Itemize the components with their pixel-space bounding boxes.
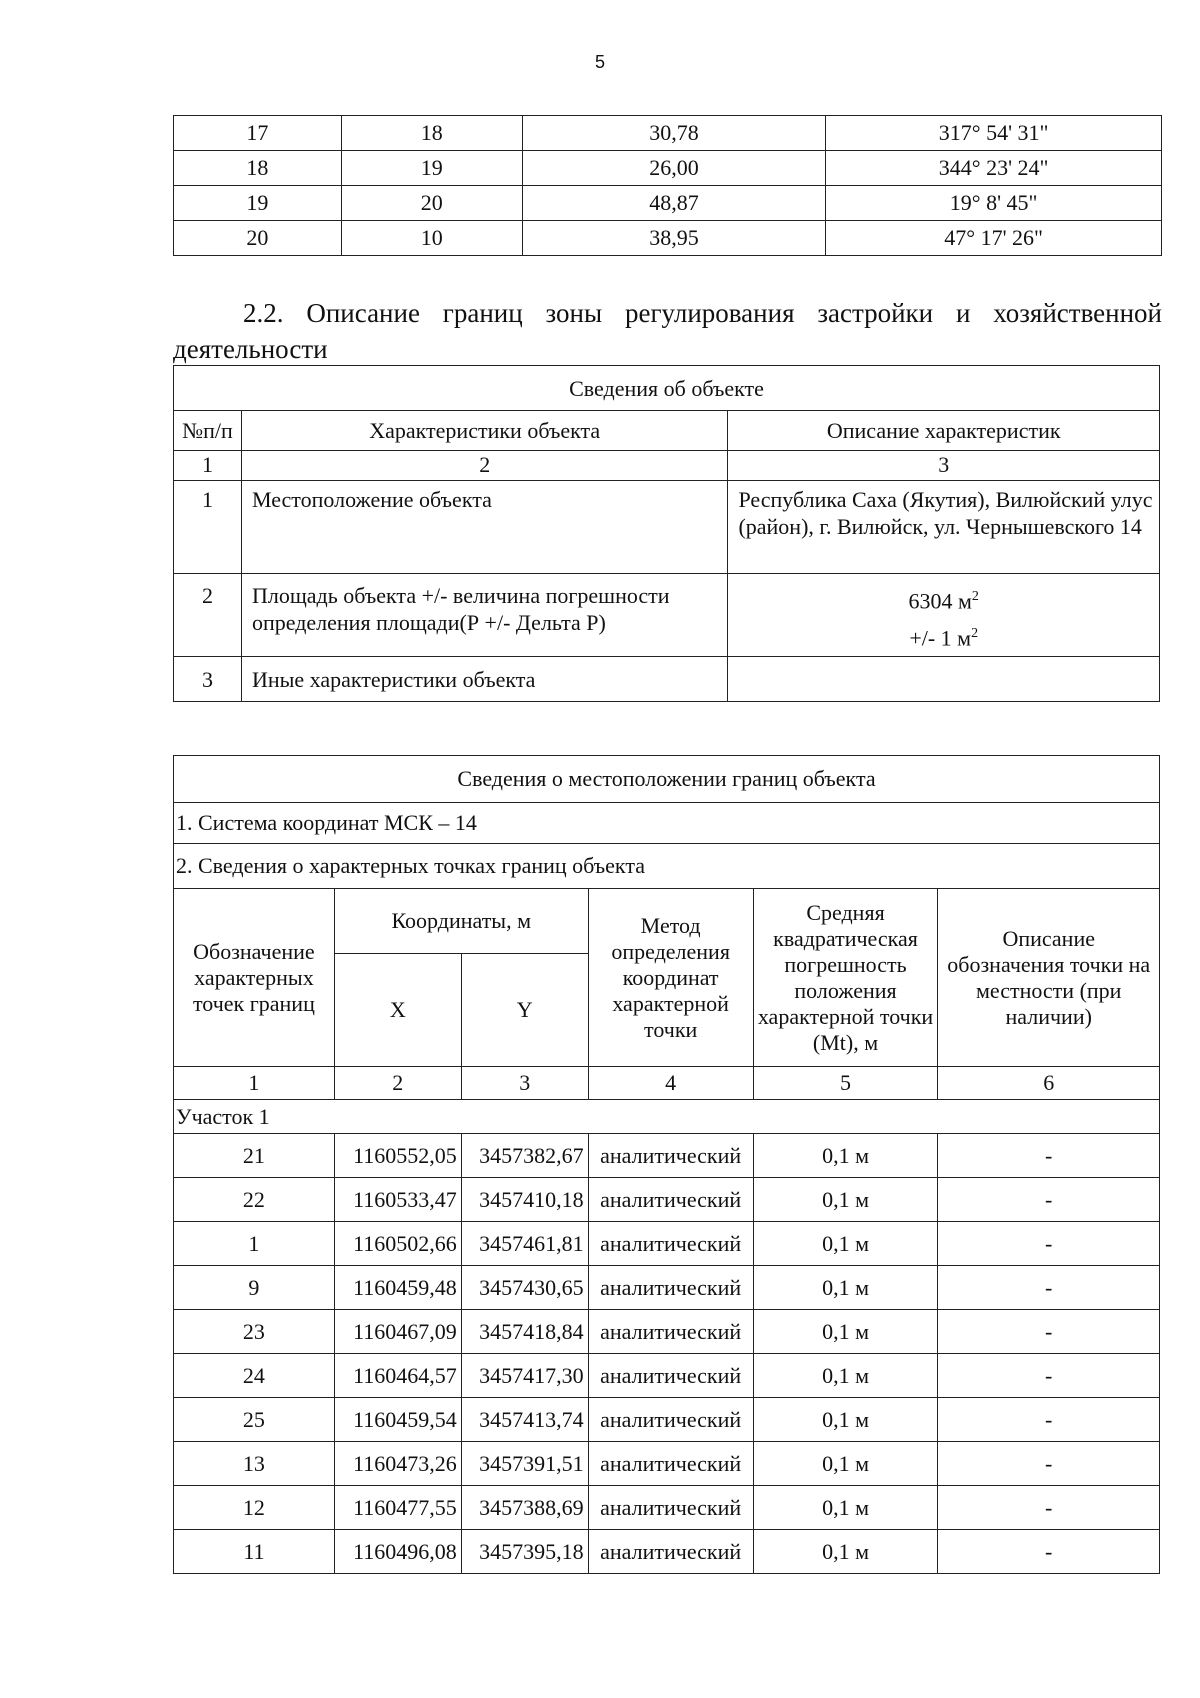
table-cell: 38,95 bbox=[522, 221, 826, 256]
table-row bbox=[174, 1442, 1160, 1486]
tolerance-power: 2 bbox=[971, 626, 979, 642]
table-cell: 1160467,09 bbox=[334, 1310, 461, 1354]
table-cell: - bbox=[938, 1398, 1160, 1442]
table-cell: - bbox=[938, 1354, 1160, 1398]
table-cell: 3457430,65 bbox=[461, 1266, 588, 1310]
table-cell: 0,1 м bbox=[753, 1398, 938, 1442]
table-cell: 3457395,18 bbox=[461, 1530, 588, 1574]
table-cell: 9 bbox=[174, 1266, 335, 1310]
table-cell: 3457410,18 bbox=[461, 1178, 588, 1222]
table-cell: 12 bbox=[174, 1486, 335, 1530]
table-cell: 22 bbox=[174, 1178, 335, 1222]
coordinate-system: 1. Система координат МСК – 14 bbox=[174, 803, 1160, 844]
section-heading bbox=[173, 295, 1162, 367]
page-number: 5 bbox=[594, 52, 605, 72]
table-cell: 317° 54' 31" bbox=[826, 116, 1162, 151]
area-value bbox=[728, 574, 1160, 657]
table-row bbox=[174, 1134, 1160, 1178]
table-cell: аналитический bbox=[588, 1178, 753, 1222]
table-cell: 1160502,66 bbox=[334, 1222, 461, 1266]
location-label: Местоположение объекта bbox=[241, 481, 727, 574]
col-number: 3 bbox=[728, 451, 1160, 481]
col-number: 2 bbox=[241, 451, 727, 481]
table-cell: 0,1 м bbox=[753, 1530, 938, 1574]
table-row bbox=[174, 221, 1162, 256]
table-cell: 1160473,26 bbox=[334, 1442, 461, 1486]
header-method: Метод определения координат характерной точки bbox=[588, 889, 753, 1067]
header-point-description: Описание обозначения точки на местности (при наличии) bbox=[938, 889, 1160, 1067]
header-coordinates: Координаты, м bbox=[334, 889, 588, 954]
col-number: 3 bbox=[461, 1067, 588, 1100]
table-cell: 3457417,30 bbox=[461, 1354, 588, 1398]
table-row bbox=[174, 1486, 1160, 1530]
other-value bbox=[728, 657, 1160, 702]
table-cell: - bbox=[938, 1530, 1160, 1574]
header-error: Средняя квадратическая погрешность положения характерной точки (Mt), м bbox=[753, 889, 938, 1067]
area-power: 2 bbox=[971, 589, 979, 604]
header-number: №п/п bbox=[174, 411, 242, 451]
table-cell: 1160552,05 bbox=[334, 1134, 461, 1178]
header-y: Y bbox=[461, 954, 588, 1067]
area-figure: 6304 м bbox=[908, 588, 972, 614]
area-label: Площадь объекта +/- величина погрешности определения площади(Р +/- Дельта Р) bbox=[241, 574, 727, 657]
table-cell: 18 bbox=[341, 116, 522, 151]
table-cell: 19° 8' 45" bbox=[826, 186, 1162, 221]
area-tolerance: +/- 1 м bbox=[909, 625, 972, 651]
table-cell: 19 bbox=[174, 186, 342, 221]
table-cell: 3457391,51 bbox=[461, 1442, 588, 1486]
table-cell: 25 bbox=[174, 1398, 335, 1442]
table-cell: - bbox=[938, 1134, 1160, 1178]
table-cell: 19 bbox=[341, 151, 522, 186]
table-cell: 344° 23' 24" bbox=[826, 151, 1162, 186]
table-cell: - bbox=[938, 1442, 1160, 1486]
header-description: Описание характеристик bbox=[728, 411, 1160, 451]
header-characteristics: Характеристики объекта bbox=[241, 411, 727, 451]
table-cell: - bbox=[938, 1310, 1160, 1354]
table-cell: аналитический bbox=[588, 1134, 753, 1178]
table-cell: 0,1 м bbox=[753, 1134, 938, 1178]
row-number: 3 bbox=[174, 657, 242, 702]
table-cell: 0,1 м bbox=[753, 1354, 938, 1398]
table-cell: аналитический bbox=[588, 1354, 753, 1398]
table-cell: 20 bbox=[341, 186, 522, 221]
col-number: 2 bbox=[334, 1067, 461, 1100]
points-title: 2. Сведения о характерных точках границ объекта bbox=[174, 844, 1160, 889]
table-cell: 17 bbox=[174, 116, 342, 151]
table-cell: - bbox=[938, 1266, 1160, 1310]
table-row bbox=[174, 151, 1162, 186]
table-row bbox=[174, 186, 1162, 221]
col-number: 4 bbox=[588, 1067, 753, 1100]
table-cell: 30,78 bbox=[522, 116, 826, 151]
table-cell: 26,00 bbox=[522, 151, 826, 186]
location-value: Республика Саха (Якутия), Вилюйский улус (район), г. Вилюйск, ул. Чернышевского 14 bbox=[728, 481, 1160, 574]
col-number: 1 bbox=[174, 1067, 335, 1100]
table-cell: аналитический bbox=[588, 1222, 753, 1266]
table-cell: - bbox=[938, 1178, 1160, 1222]
table-cell: 0,1 м bbox=[753, 1178, 938, 1222]
row-number: 2 bbox=[174, 574, 242, 657]
table-cell: аналитический bbox=[588, 1442, 753, 1486]
object-table-title: Сведения об объекте bbox=[174, 366, 1160, 411]
table-cell: аналитический bbox=[588, 1266, 753, 1310]
table-row bbox=[174, 1310, 1160, 1354]
table-cell: 20 bbox=[174, 221, 342, 256]
col-number: 1 bbox=[174, 451, 242, 481]
table-cell: 18 bbox=[174, 151, 342, 186]
table-cell: 3457388,69 bbox=[461, 1486, 588, 1530]
header-designation: Обозначение характерных точек границ bbox=[174, 889, 335, 1067]
coordinates-table bbox=[173, 755, 1160, 1574]
plot-label: Участок 1 bbox=[174, 1100, 1160, 1134]
table-cell: 0,1 м bbox=[753, 1222, 938, 1266]
table-cell: 24 bbox=[174, 1354, 335, 1398]
segments-table bbox=[173, 115, 1162, 256]
table-cell: 1160459,54 bbox=[334, 1398, 461, 1442]
other-label: Иные характеристики объекта bbox=[241, 657, 727, 702]
table-cell: 48,87 bbox=[522, 186, 826, 221]
table-row bbox=[174, 1178, 1160, 1222]
table-row bbox=[174, 1222, 1160, 1266]
table-row bbox=[174, 1530, 1160, 1574]
table-cell: 0,1 м bbox=[753, 1442, 938, 1486]
col-number: 6 bbox=[938, 1067, 1160, 1100]
table-cell: 0,1 м bbox=[753, 1310, 938, 1354]
table-row bbox=[174, 1354, 1160, 1398]
table-cell: аналитический bbox=[588, 1530, 753, 1574]
table-cell: 1160477,55 bbox=[334, 1486, 461, 1530]
table-cell: 0,1 м bbox=[753, 1266, 938, 1310]
coord-table-title: Сведения о местоположении границ объекта bbox=[174, 756, 1160, 803]
table-cell: 1160464,57 bbox=[334, 1354, 461, 1398]
table-cell: 3457418,84 bbox=[461, 1310, 588, 1354]
object-info-table bbox=[173, 365, 1160, 702]
header-x: X bbox=[334, 954, 461, 1067]
table-cell: 10 bbox=[341, 221, 522, 256]
table-cell: 11 bbox=[174, 1530, 335, 1574]
col-number: 5 bbox=[753, 1067, 938, 1100]
table-cell: 3457461,81 bbox=[461, 1222, 588, 1266]
table-cell: 21 bbox=[174, 1134, 335, 1178]
table-cell: - bbox=[938, 1486, 1160, 1530]
table-row bbox=[174, 1398, 1160, 1442]
table-cell: 13 bbox=[174, 1442, 335, 1486]
table-cell: - bbox=[938, 1222, 1160, 1266]
table-row bbox=[174, 116, 1162, 151]
section-heading-line2: деятельности bbox=[173, 334, 328, 364]
section-heading-line1: 2.2. Описание границ зоны регулирования застройки и хозяйственной bbox=[243, 298, 1162, 328]
table-cell: аналитический bbox=[588, 1310, 753, 1354]
table-cell: 1 bbox=[174, 1222, 335, 1266]
table-cell: 47° 17' 26" bbox=[826, 221, 1162, 256]
table-cell: 0,1 м bbox=[753, 1486, 938, 1530]
table-cell: 3457382,67 bbox=[461, 1134, 588, 1178]
table-cell: аналитический bbox=[588, 1486, 753, 1530]
row-number: 1 bbox=[174, 481, 242, 574]
table-cell: аналитический bbox=[588, 1398, 753, 1442]
table-cell: 1160496,08 bbox=[334, 1530, 461, 1574]
table-cell: 1160459,48 bbox=[334, 1266, 461, 1310]
table-row bbox=[174, 1266, 1160, 1310]
table-cell: 23 bbox=[174, 1310, 335, 1354]
table-cell: 3457413,74 bbox=[461, 1398, 588, 1442]
table-cell: 1160533,47 bbox=[334, 1178, 461, 1222]
